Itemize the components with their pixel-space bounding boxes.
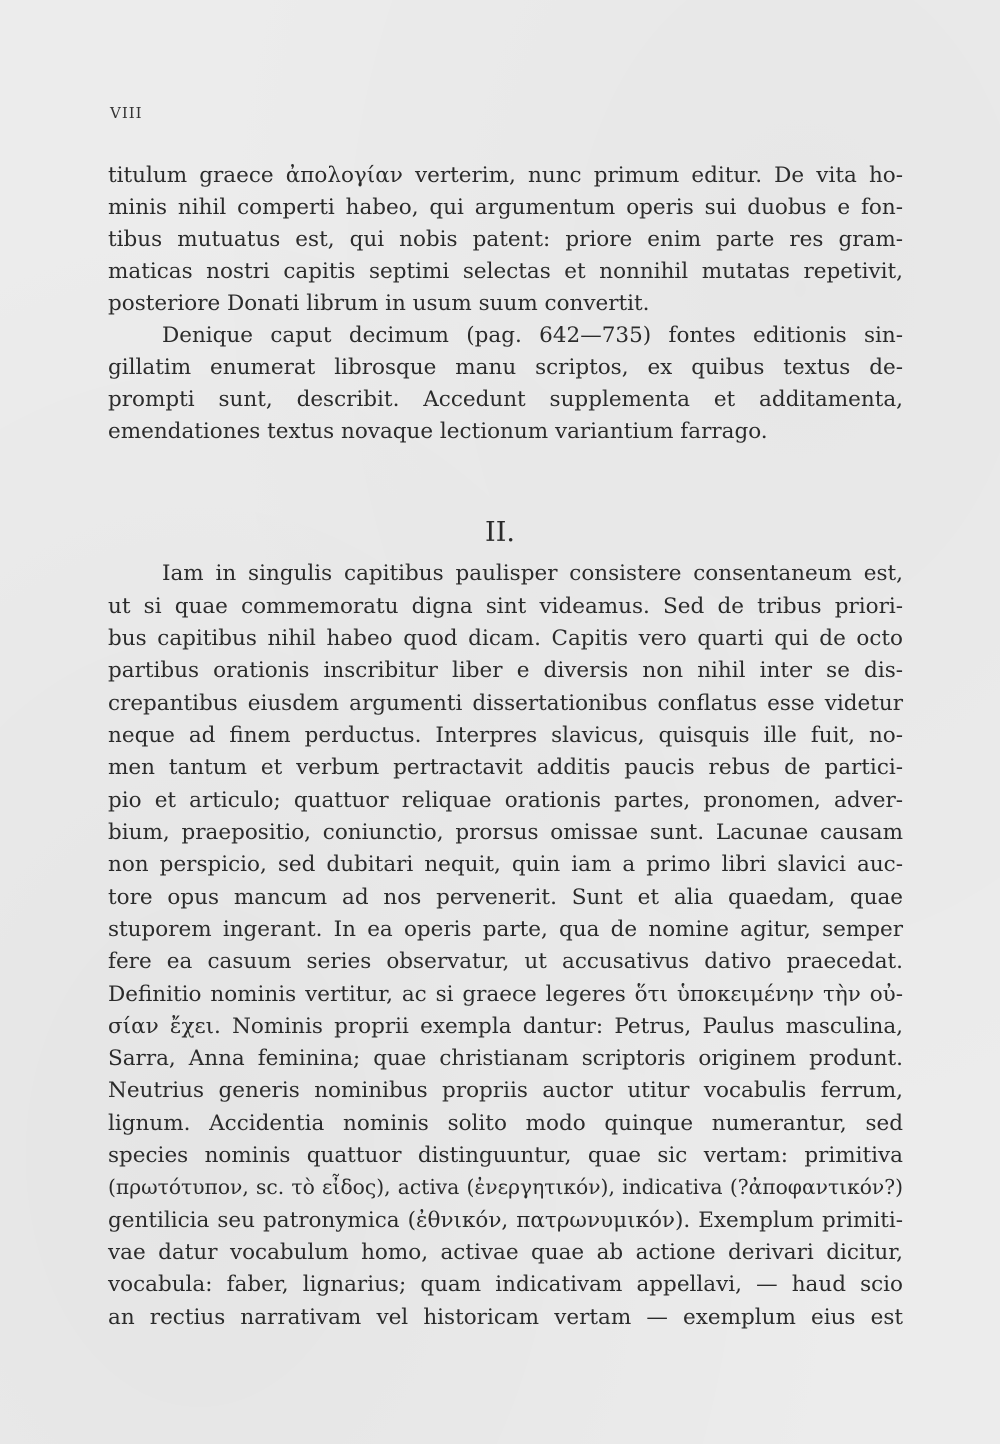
text-line: tibus mutuatus est, qui nobis patent: priore enim parte res gram- bbox=[108, 227, 903, 252]
text-line: prompti sunt, describit. Accedunt supplementa et additamenta, bbox=[108, 387, 903, 412]
text-line: Sarra, Anna feminina; quae christianam scriptoris originem produnt. bbox=[108, 1046, 903, 1071]
text-line: bus capitibus nihil habeo quod dicam. Capitis vero quarti qui de octo bbox=[108, 626, 903, 651]
text-line: titulum graece ἀπολογίαν verterim, nunc primum editur. De vita ho- bbox=[108, 163, 903, 188]
text-line: gillatim enumerat librosque manu scriptos, ex quibus textus de- bbox=[108, 355, 903, 380]
text-line: posteriore Donati librum in usum suum convertit. bbox=[108, 291, 650, 316]
text-line: lignum. Accidentia nominis solito modo quinque numerantur, sed bbox=[108, 1111, 903, 1136]
text-line: pio et articulo; quattuor reliquae orationis partes, pronomen, adver- bbox=[108, 788, 903, 813]
text-line: stuporem ingerant. In ea operis parte, qua de nomine agitur, semper bbox=[108, 917, 903, 942]
text-line: non perspicio, sed dubitari nequit, quin iam a primo libri slavici auc- bbox=[108, 852, 903, 877]
text-line: minis nihil comperti habeo, qui argumentum operis sui duobus e fon- bbox=[108, 195, 903, 220]
text-line: fere ea casuum series observatur, ut accusativus dativo praecedat. bbox=[108, 949, 903, 974]
text-line: σίαν ἔχει. Nominis proprii exempla dantur: Petrus, Paulus masculina, bbox=[108, 1014, 903, 1039]
text-line: tore opus mancum ad nos pervenerit. Sunt et alia quaedam, quae bbox=[108, 885, 903, 910]
text-line: maticas nostri capitis septimi selectas et nonnihil mutatas repetivit, bbox=[108, 259, 903, 284]
text-line: Neutrius generis nominibus propriis auctor utitur vocabulis ferrum, bbox=[108, 1078, 903, 1103]
text-line: partibus orationis inscribitur liber e diversis non nihil inter se dis- bbox=[108, 658, 903, 683]
text-line: Denique caput decimum (pag. 642—735) fontes editionis sin- bbox=[162, 323, 903, 348]
text-line: neque ad finem perductus. Interpres slavicus, quisquis ille fuit, no- bbox=[108, 723, 903, 748]
text-line: species nominis quattuor distinguuntur, quae sic vertam: primitiva bbox=[108, 1143, 903, 1168]
text-line: men tantum et verbum pertractavit additis paucis rebus de partici- bbox=[108, 755, 903, 780]
text-line: vocabula: faber, lignarius; quam indicativam appellavi, — haud scio bbox=[108, 1272, 903, 1297]
section-heading: II. bbox=[485, 517, 515, 548]
text-line: an rectius narrativam vel historicam vertam — exemplum eius est bbox=[108, 1305, 903, 1330]
text-line: Iam in singulis capitibus paulisper consistere consentaneum est, bbox=[162, 561, 903, 586]
text-line: crepantibus eiusdem argumenti dissertationibus conflatus esse videtur bbox=[108, 691, 903, 716]
page-number: VIII bbox=[110, 104, 143, 122]
text-line: Definitio nominis vertitur, ac si graece legeres ὅτι ὑποκειμένην τὴν οὐ- bbox=[108, 982, 903, 1007]
text-line: gentilicia seu patronymica (ἐθνικόν, πατρωνυμικόν). Exemplum primiti- bbox=[108, 1208, 903, 1233]
text-line: bium, praepositio, coniunctio, prorsus omissae sunt. Lacunae causam bbox=[108, 820, 903, 845]
text-line: ut si quae commemoratu digna sint videamus. Sed de tribus priori- bbox=[108, 594, 903, 619]
text-line: vae datur vocabulum homo, activae quae ab actione derivari dicitur, bbox=[108, 1240, 903, 1265]
text-line: emendationes textus novaque lectionum variantium farrago. bbox=[108, 419, 768, 444]
text-line: (πρωτότυπον, sc. τὸ εἶδος), activa (ἐνεργητικόν), indicativa (?ἀποφαντικόν?) bbox=[108, 1175, 903, 1199]
